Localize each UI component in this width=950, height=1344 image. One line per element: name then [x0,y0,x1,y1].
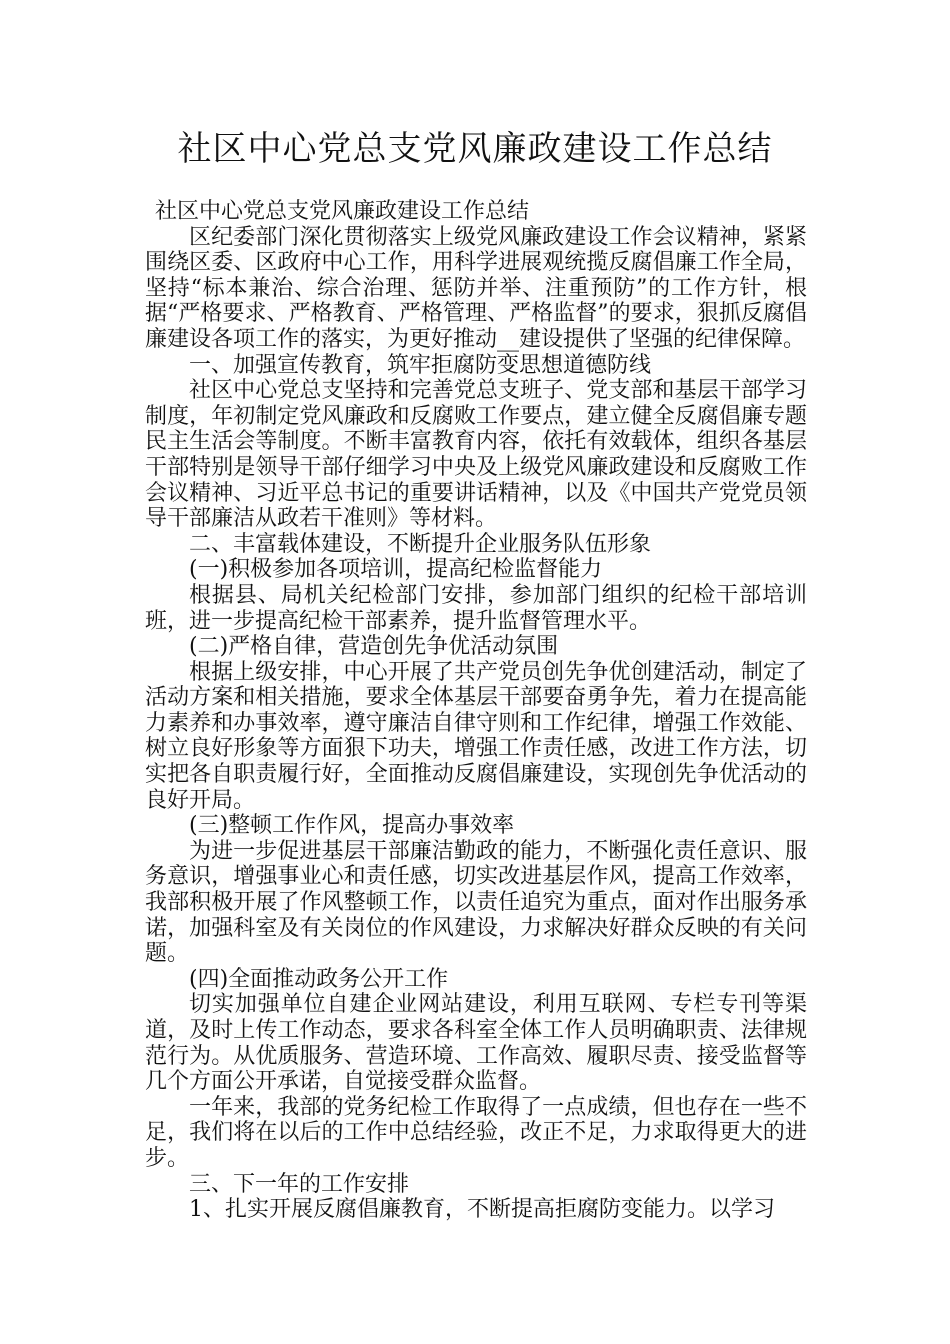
paragraph-subsection-3: 为进一步促进基层干部廉洁勤政的能力，不断强化责任意识、服务意识，增强事业心和责任感，切实改进基层作风，提高工作效率，我部积极开展了作风整顿工作，以责任追究为重点，面对作出服务承诺，加强科室及有关岗位的作风建设，力求解决好群众反映的有关问题。 [145,838,807,967]
section-heading-1: 一、加强宣传教育，筑牢拒腐防变思想道德防线 [189,352,652,378]
section-heading-2: 二、丰富载体建设，不断提升企业服务队伍形象 [189,531,652,557]
paragraph-subsection-2: 根据上级安排，中心开展了共产党员创先争优创建活动，制定了活动方案和相关措施，要求全体基层干部要奋勇争先，着力在提高能力素养和办事效率，遵守廉洁自律守则和工作纪律，增强工作效能、树立良好形象等方面狠下功夫，增强工作责任感，改进工作方法，切实把各自职责履行好，全面推动反腐倡廉建设，实现创先争优活动的良好开局。 [145,659,807,813]
subsection-heading-1: (一)积极参加各项培训，提高纪检监督能力 [189,557,603,583]
paragraph-subsection-4: 切实加强单位自建企业网站建设，利用互联网、专栏专刊等渠道，及时上传工作动态，要求各科室全体工作人员明确职责、法律规范行为。从优质服务、营造环境、工作高效、履职尽责、接受监督等几个方面公开承诺，自觉接受群众监督。 [145,992,807,1095]
subsection-heading-3: (三)整顿工作作风，提高办事效率 [189,813,515,839]
section-heading-3: 三、下一年的工作安排 [189,1171,410,1197]
document-title: 社区中心党总支党风廉政建设工作总结 [177,129,773,169]
paragraph-summary: 一年来，我部的党务纪检工作取得了一点成绩，但也存在一些不足，我们将在以后的工作中总结经验，改正不足，力求取得更大的进步。 [145,1094,807,1171]
paragraph-plan-1: 1、扎实开展反腐倡廉教育，不断提高拒腐防变能力。以学习 [189,1197,775,1223]
paragraph-section-1: 社区中心党总支坚持和完善党总支班子、党支部和基层干部学习制度，年初制定党风廉政和反腐败工作要点，建立健全反腐倡廉专题民主生活会等制度。不断丰富教育内容，依托有效载体，组织各基层干部特别是领导干部仔细学习中央及上级党风廉政建设和反腐败工作会议精神、习近平总书记的重要讲话精神，以及《中国共产党党员领导干部廉洁从政若干准则》等材料。 [145,378,807,532]
subsection-heading-2: (二)严格自律，营造创先争优活动氛围 [189,634,559,660]
document-body [145,199,807,1223]
paragraph-subsection-1: 根据县、局机关纪检部门安排，参加部门组织的纪检干部培训班，进一步提高纪检干部素养，提升监督管理水平。 [145,582,807,634]
paragraph-intro: 区纪委部门深化贯彻落实上级党风廉政建设工作会议精神，紧紧围绕区委、区政府中心工作，用科学进展观统揽反腐倡廉工作全局，坚持“标本兼治、综合治理、惩防并举、注重预防”的工作方针，根据“严格要求、严格教育、严格管理、严格监督”的要求，狠抓反腐倡廉建设各项工作的落实，为更好推动__建设提供了坚强的纪律保障。 [145,224,807,352]
subsection-heading-4: (四)全面推动政务公开工作 [189,966,449,992]
document-subtitle: 社区中心党总支党风廉政建设工作总结 [155,199,530,224]
